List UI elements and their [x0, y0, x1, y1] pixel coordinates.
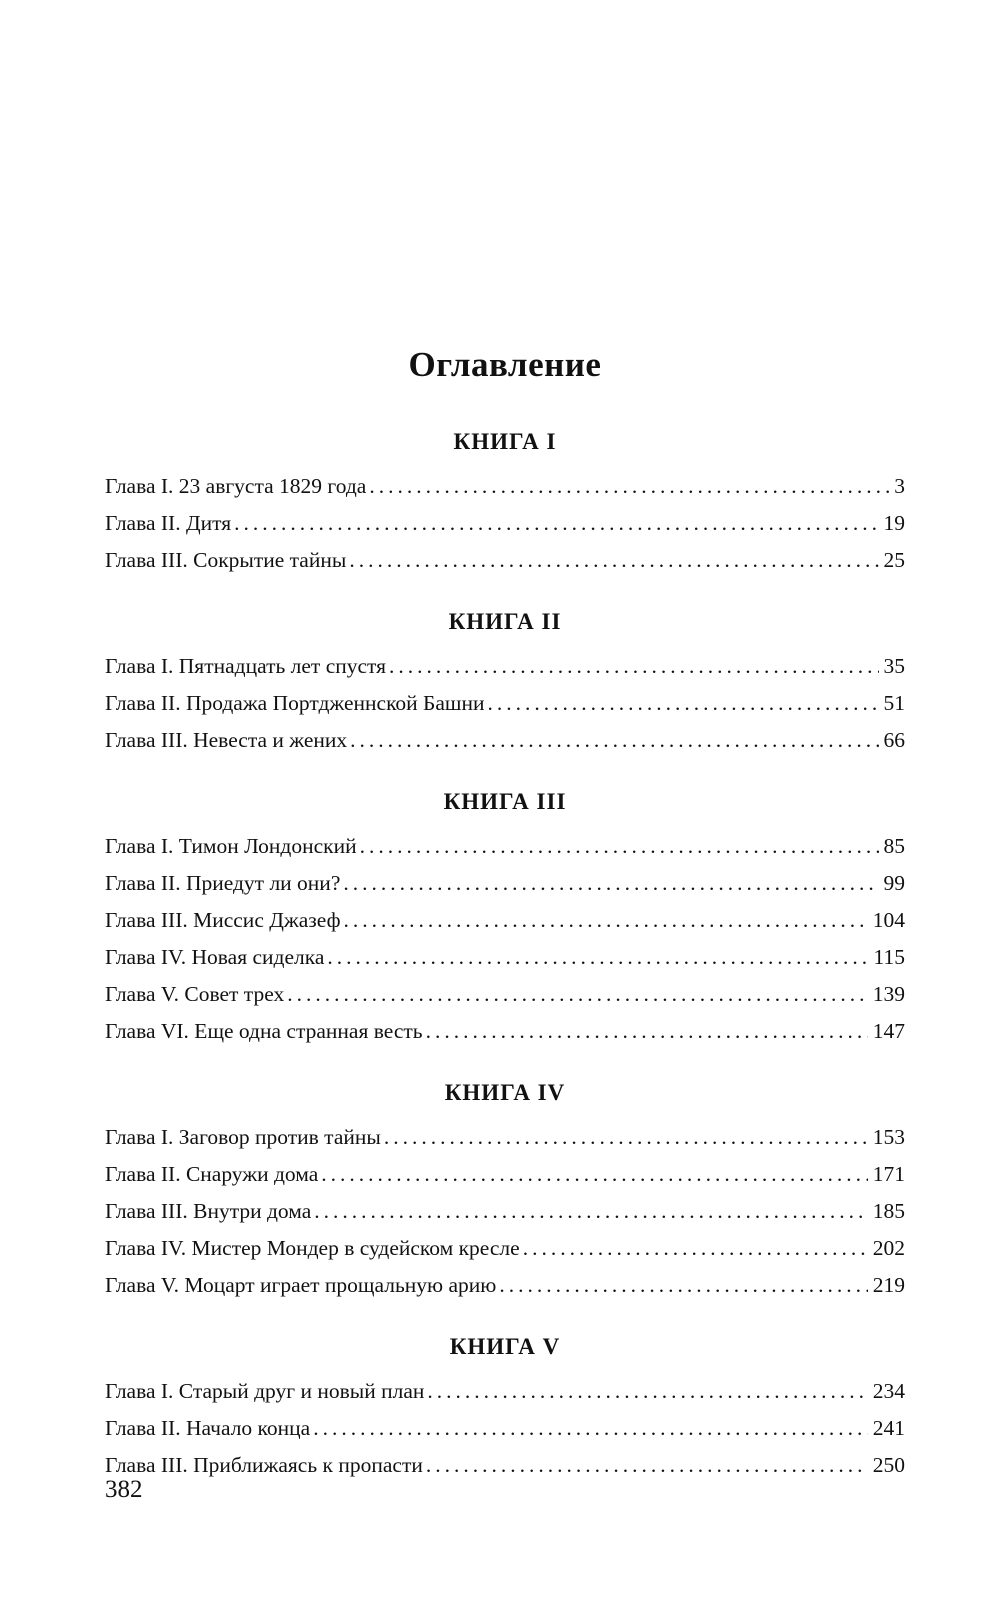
- toc-entry: [105, 505, 905, 542]
- dot-leader: [384, 1119, 868, 1156]
- section-heading: КНИГА V: [449, 1334, 561, 1359]
- entry-label: Глава II. Начало конца: [105, 1416, 311, 1440]
- dot-leader: [343, 865, 878, 902]
- dot-leader: [314, 1193, 867, 1230]
- page-title: Оглавление: [408, 345, 602, 384]
- dot-leader: [321, 1156, 867, 1193]
- toc-entry: [105, 1267, 905, 1304]
- toc-entry: [105, 468, 905, 505]
- entry-page-number: 104: [872, 908, 905, 932]
- entry-label: Глава VI. Еще одна странная весть: [105, 1019, 423, 1043]
- dot-leader: [327, 939, 868, 976]
- entry-label: Глава III. Миссис Джазеф: [105, 908, 341, 932]
- dot-leader: [234, 505, 878, 542]
- toc-entry: [105, 1013, 905, 1050]
- dot-leader: [523, 1230, 868, 1267]
- entry-label: Глава II. Приедут ли они?: [105, 871, 341, 895]
- toc-entry: [105, 828, 905, 865]
- toc-entry: [105, 1156, 905, 1193]
- entry-label: Глава III. Невеста и жених: [105, 728, 348, 752]
- section-heading: КНИГА IV: [444, 1080, 566, 1105]
- dot-leader: [349, 542, 878, 579]
- entry-page-number: 185: [872, 1199, 905, 1223]
- entry-label: Глава II. Продажа Портдженнской Башни: [105, 691, 485, 715]
- page-content: [105, 345, 905, 1484]
- toc-entry: [105, 939, 905, 976]
- entry-label: Глава III. Сокрытие тайны: [105, 548, 347, 572]
- section-heading: КНИГА II: [448, 609, 562, 634]
- entry-page-number: 202: [872, 1236, 905, 1260]
- section-heading: КНИГА I: [453, 429, 557, 454]
- dot-leader: [499, 1267, 867, 1304]
- dot-leader: [369, 468, 889, 505]
- entry-label: Глава I. Пятнадцать лет спустя: [105, 654, 387, 678]
- entry-page-number: 35: [883, 654, 905, 678]
- entry-page-number: 147: [872, 1019, 905, 1043]
- entry-page-number: 25: [883, 548, 905, 572]
- entry-page-number: 115: [873, 945, 905, 969]
- toc-entry: [105, 1119, 905, 1156]
- entry-page-number: 66: [883, 728, 905, 752]
- section-heading: КНИГА III: [443, 789, 567, 814]
- entry-label: Глава I. 23 августа 1829 года: [105, 474, 367, 498]
- toc-entry: [105, 1410, 905, 1447]
- page-number: 382: [105, 1476, 143, 1503]
- entry-label: Глава I. Заговор против тайны: [105, 1125, 381, 1149]
- entry-page-number: 85: [883, 834, 905, 858]
- entry-label: Глава I. Старый друг и новый план: [105, 1379, 425, 1403]
- toc-entry: [105, 722, 905, 759]
- entry-page-number: 51: [883, 691, 905, 715]
- entry-label: Глава IV. Новая сиделка: [105, 945, 325, 969]
- dot-leader: [313, 1410, 868, 1447]
- entry-page-number: 250: [872, 1453, 905, 1477]
- entry-page-number: 139: [872, 982, 905, 1006]
- toc-entry: [105, 1373, 905, 1410]
- toc-entry: [105, 865, 905, 902]
- entry-page-number: 171: [872, 1162, 905, 1186]
- dot-leader: [488, 685, 879, 722]
- dot-leader: [287, 976, 868, 1013]
- dot-leader: [426, 1447, 868, 1484]
- toc-entry: [105, 976, 905, 1013]
- entry-page-number: 99: [883, 871, 905, 895]
- entry-label: Глава V. Моцарт играет прощальную арию: [105, 1273, 497, 1297]
- dot-leader: [389, 648, 878, 685]
- toc-entry: [105, 685, 905, 722]
- toc-entry: [105, 1447, 905, 1484]
- entry-label: Глава V. Совет трех: [105, 982, 285, 1006]
- entry-page-number: 3: [894, 474, 905, 498]
- entry-label: Глава I. Тимон Лондонский: [105, 834, 357, 858]
- entry-label: Глава III. Внутри дома: [105, 1199, 312, 1223]
- toc-entry: [105, 542, 905, 579]
- entry-page-number: 153: [872, 1125, 905, 1149]
- dot-leader: [344, 902, 868, 939]
- entry-page-number: 234: [872, 1379, 905, 1403]
- entry-page-number: 241: [872, 1416, 905, 1440]
- table-of-contents: [105, 429, 905, 1484]
- dot-leader: [426, 1013, 868, 1050]
- entry-label: Глава III. Приближаясь к пропасти: [105, 1453, 423, 1477]
- entry-label: Глава II. Дитя: [105, 511, 232, 535]
- toc-entry: [105, 648, 905, 685]
- entry-label: Глава II. Снаружи дома: [105, 1162, 319, 1186]
- toc-entry: [105, 902, 905, 939]
- dot-leader: [427, 1373, 867, 1410]
- toc-entry: [105, 1193, 905, 1230]
- dot-leader: [360, 828, 879, 865]
- entry-label: Глава IV. Мистер Мондер в судейском кресле: [105, 1236, 520, 1260]
- dot-leader: [350, 722, 878, 759]
- entry-page-number: 219: [872, 1273, 905, 1297]
- toc-entry: [105, 1230, 905, 1267]
- entry-page-number: 19: [883, 511, 905, 535]
